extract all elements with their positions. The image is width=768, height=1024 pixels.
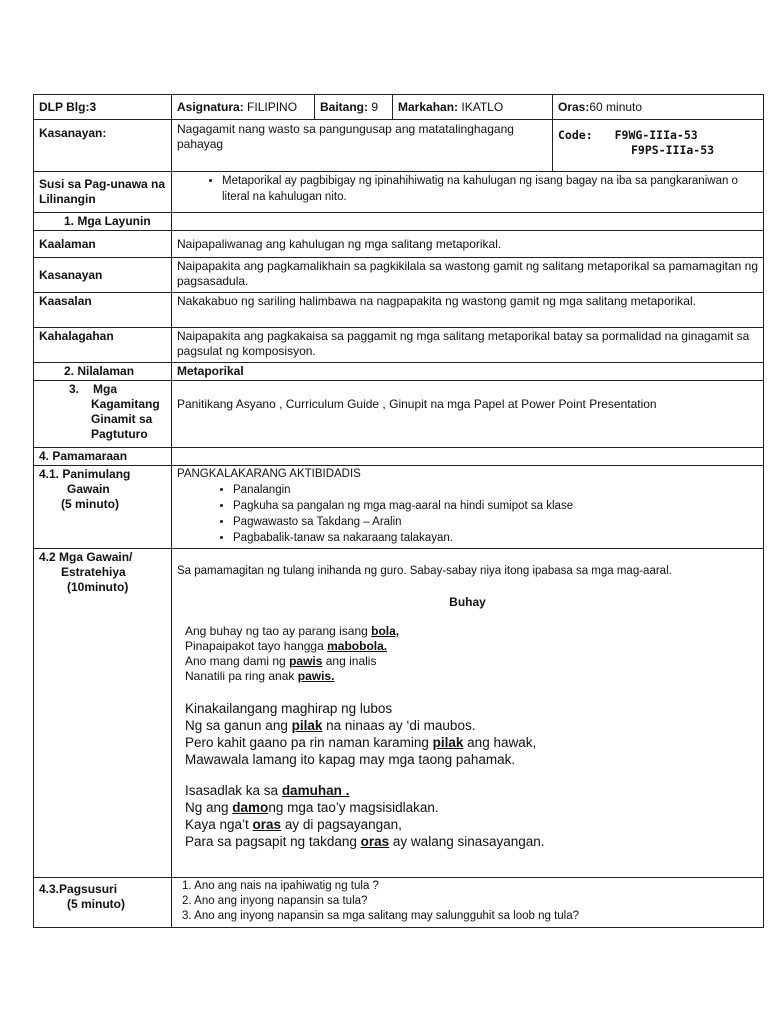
list-item: • Pagwawasto sa Takdang – Aralin	[233, 514, 758, 530]
pamamaraan-row	[34, 448, 764, 466]
poem-stanza-3	[185, 782, 758, 850]
poem-text: Pero kahit gaano pa rin naman karaming	[185, 735, 433, 750]
layunin-row	[34, 258, 764, 293]
kagamitan-value: Panitikang Asyano , Curriculum Guide , Ginupit na mga Papel at Power Point Presentation	[172, 381, 764, 448]
layunin-heading-row	[34, 213, 764, 231]
poem-text: Ang buhay ng tao ay parang isang	[185, 624, 372, 638]
layunin-label-kahalagahan: Kahalagahan	[34, 328, 172, 363]
layunin-text-kaalaman: Naipapaliwanag ang kahulugan ng mga salitang metaporikal.	[172, 231, 764, 258]
layunin-row	[34, 231, 764, 258]
poem-text: Ng sa ganun ang	[185, 718, 292, 733]
poem-keyword: mabobola.	[327, 639, 388, 653]
layunin-heading: 1. Mga Layunin	[34, 213, 172, 231]
dlp-table	[33, 94, 764, 928]
poem-keyword: damo	[232, 800, 269, 815]
panimulang-row	[34, 466, 764, 549]
poem-text: ang inalis	[322, 654, 377, 668]
pagsusuri-row	[34, 878, 764, 928]
list-item: • Pagbabalik-tanaw sa nakaraang talakayan.	[233, 530, 758, 546]
kagamitan-line-1: Mga	[93, 382, 118, 396]
oras-value: 60 minuto	[589, 99, 643, 114]
poem-text: Isasadlak ka sa	[185, 783, 282, 798]
layunin-row	[34, 328, 764, 363]
gawain-intro: Sa pamamagitan ng tulang inihanda ng guro. Sabay-sabay niya itong ipabasa sa mga mag-aaral.	[177, 565, 672, 577]
poem-line	[185, 654, 758, 669]
oras-label: Oras:	[558, 99, 590, 114]
dlp-number: DLP Blg:3	[34, 95, 172, 120]
layunin-text-kasanayan: Naipapakita ang pagkamalikhain sa pagkikilala sa wastong gamit ng salitang metaporikal sa pamamagitan ng pagsasadula.	[172, 258, 764, 293]
poem-stanza-2	[185, 700, 758, 768]
markahan-value: IKATLO	[461, 99, 504, 114]
kagamitan-line-4: Pagtuturo	[91, 427, 148, 441]
baitang-value: 9	[371, 99, 379, 114]
poem-text: Mawawala lamang ito kapag may mga taong pahamak.	[185, 752, 516, 767]
code-label: Code:	[558, 128, 593, 142]
panimulang-line-1: 4.1. Panimulang	[39, 467, 131, 481]
gawain-line-2: Estratehiya	[61, 565, 126, 579]
layunin-label-kaasalan: Kaasalan	[34, 293, 172, 328]
question-item: 1. Ano ang nais na ipahiwatig ng tula ?	[182, 880, 379, 892]
layunin-row	[34, 293, 764, 328]
question-item: 2. Ano ang inyong napansin sa tula?	[182, 895, 368, 907]
gawain-cell	[172, 549, 764, 878]
nilalaman-row	[34, 363, 764, 381]
poem-text: Nanatili pa ring anak	[185, 669, 298, 683]
pagsusuri-line-1: 4.3.Pagsusuri	[39, 882, 118, 896]
poem-text: Kinakailangang maghirap ng lubos	[185, 701, 393, 716]
poem-stanza-1	[185, 624, 758, 684]
panimulang-cell	[172, 466, 764, 549]
asignatura-value: FILIPINO	[247, 99, 298, 114]
markahan-label: Markahan:	[398, 99, 459, 114]
poem-text: Kaya nga’t	[185, 817, 253, 832]
poem-text: Ano mang dami ng	[185, 654, 290, 668]
kagamitan-line-2: Kagamitang	[91, 397, 160, 411]
baitang-cell	[315, 95, 393, 120]
poem-keyword: pawis	[289, 654, 323, 668]
baitang-label: Baitang:	[320, 99, 368, 114]
poem-text: ng mga tao’y magsisidlakan.	[268, 800, 439, 815]
poem-text: Para sa pagsapit ng takdang	[185, 834, 361, 849]
panimulang-title: PANGKALAKARANG AKTIBIDADIS	[177, 468, 361, 480]
pagsusuri-label	[34, 878, 172, 928]
question-item: 3. Ano ang inyong napansin sa mga salitang may salungguhit sa loob ng tula?	[182, 910, 580, 922]
kasanayan-label: Kasanayan:	[34, 120, 172, 172]
panimulang-label	[34, 466, 172, 549]
gawain-line-3: (10minuto)	[67, 580, 129, 594]
markahan-cell	[393, 95, 553, 120]
poem-keyword: pawis.	[297, 669, 335, 683]
nilalaman-value: Metaporikal	[172, 363, 764, 381]
gawain-row	[34, 549, 764, 878]
poem-keyword: pilak	[291, 718, 323, 733]
susi-text: • Metaporikal ay pagbibigay ng ipinahihiwatig na kahulugan ng isang bagay na iba sa pangkaraniwan o literal na kahulugan nito.	[222, 173, 758, 205]
susi-row	[34, 172, 764, 213]
poem-line	[185, 751, 758, 768]
poem-line	[185, 700, 758, 717]
nilalaman-label: 2. Nilalaman	[34, 363, 172, 381]
code-1: F9WG-IIIa-53	[614, 128, 698, 142]
kagamitan-label	[34, 381, 172, 448]
code-2: F9PS-IIIa-53	[631, 143, 715, 157]
kasanayan-code-row	[34, 120, 764, 172]
kasanayan-text: Nagagamit nang wasto sa pangungusap ang matatalinghagang pahayag	[172, 120, 553, 172]
poem-text: Ng ang	[185, 800, 233, 815]
poem-text: ay di pagsayangan,	[281, 817, 402, 832]
poem-line	[185, 799, 758, 816]
poem-line	[185, 734, 758, 751]
poem-keyword: oras	[360, 834, 390, 849]
asignatura-cell	[172, 95, 315, 120]
list-item: • Pagkuha sa pangalan ng mga mag-aaral na hindi sumipot sa klase	[233, 498, 758, 514]
list-item: • Panalangin	[233, 482, 758, 498]
kagamitan-num: 3.	[69, 382, 80, 396]
poem-title: Buhay	[449, 595, 486, 609]
poem-text: na ninaas ay ‘di maubos.	[322, 718, 476, 733]
pagsusuri-cell	[172, 878, 764, 928]
panimulang-line-3: (5 minuto)	[61, 497, 119, 511]
susi-cell	[172, 172, 764, 213]
layunin-label-kasanayan: Kasanayan	[34, 258, 172, 293]
poem-line	[185, 816, 758, 833]
panimulang-line-2: Gawain	[67, 482, 110, 496]
pamamaraan-heading: 4. Pamamaraan	[34, 448, 172, 466]
poem-line	[185, 639, 758, 654]
pagsusuri-line-2: (5 minuto)	[67, 897, 125, 911]
layunin-text-kaasalan: Nakakabuo ng sariling halimbawa na nagpapakita ng wastong gamit ng mga salitang metaporikal.	[172, 293, 764, 328]
poem-text: Pinapaipakot tayo hangga	[185, 639, 328, 653]
poem-keyword: pilak	[432, 735, 464, 750]
poem-keyword: oras	[252, 817, 282, 832]
poem-line	[185, 782, 758, 799]
susi-label: Susi sa Pag-unawa na Lilinangin	[34, 172, 172, 213]
oras-cell	[553, 95, 764, 120]
asignatura-label: Asignatura:	[177, 99, 244, 114]
poem-keyword: damuhan .	[281, 783, 350, 798]
poem-line	[185, 717, 758, 734]
poem-line	[185, 624, 758, 639]
poem-text: ang hawak,	[463, 735, 537, 750]
kagamitan-row	[34, 381, 764, 448]
code-cell	[553, 120, 764, 172]
poem-line	[185, 669, 758, 684]
poem-keyword: bola,	[371, 624, 400, 638]
gawain-label	[34, 549, 172, 878]
poem-line	[185, 833, 758, 850]
kagamitan-line-3: Ginamit sa	[91, 412, 153, 426]
poem-text: ay walang sinasayangan.	[389, 834, 545, 849]
gawain-line-1: 4.2 Mga Gawain/	[39, 550, 133, 564]
header-row	[34, 95, 764, 120]
layunin-text-kahalagahan: Naipapakita ang pagkakaisa sa paggamit ng mga salitang metaporikal batay sa pormalidad na ginagamit sa pagsulat ng komposisyon.	[172, 328, 764, 363]
layunin-label-kaalaman: Kaalaman	[34, 231, 172, 258]
